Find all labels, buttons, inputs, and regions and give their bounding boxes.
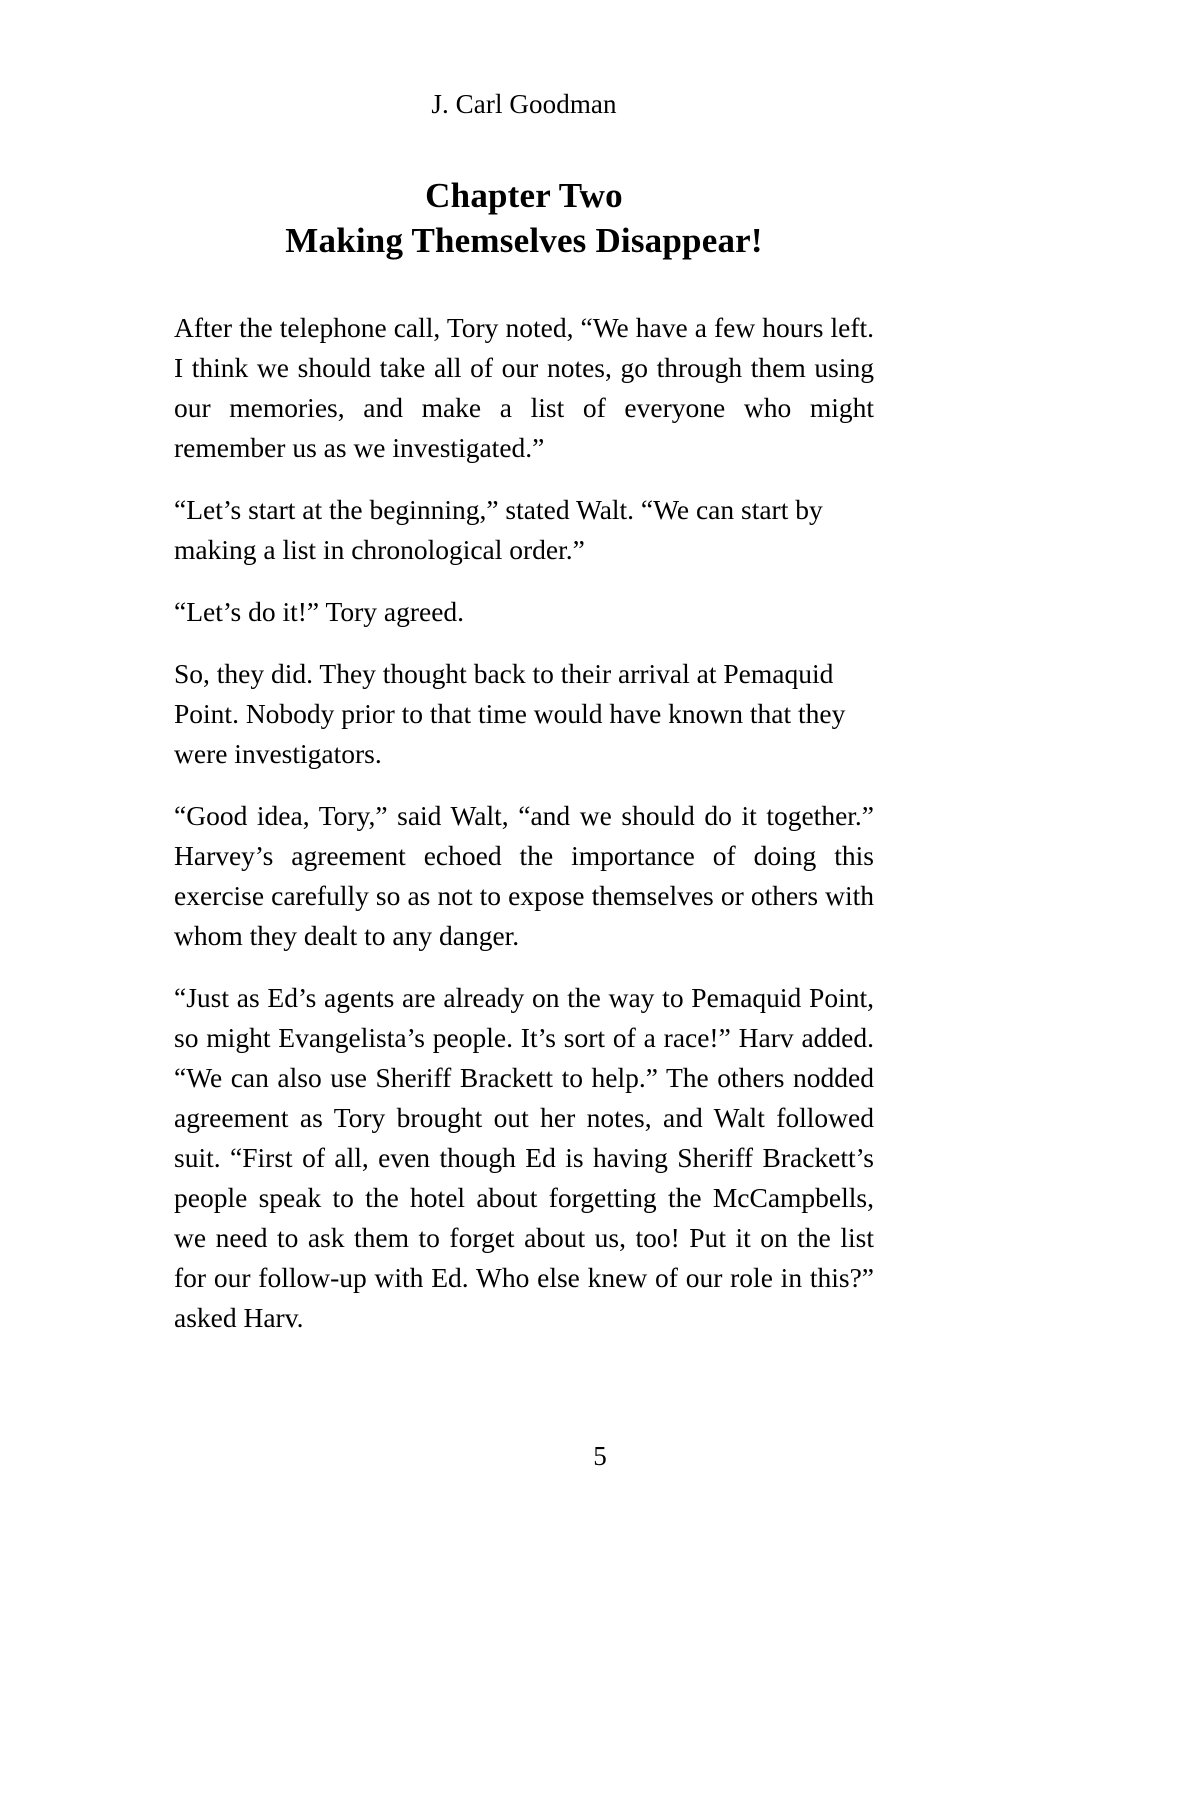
page-number: 5 bbox=[593, 1441, 607, 1471]
body-text bbox=[174, 308, 874, 1338]
paragraph: “Let’s do it!” Tory agreed. bbox=[174, 595, 465, 627]
running-header-author: J. Carl Goodman bbox=[431, 89, 617, 119]
chapter-title-line-1: Chapter Two bbox=[425, 176, 623, 216]
paragraph: After the telephone call, Tory noted, “We have a few hours left. I think we should take all of our notes, go through them using our memories, and make a list of everyone who might remember us as we investigated.” bbox=[174, 311, 874, 463]
chapter-title bbox=[174, 174, 874, 264]
paragraph: “Good idea, Tory,” said Walt, “and we should do it together.” Harvey’s agreement echoed the importance of doing this exercise carefully so as not to expose themselves or others with whom they dealt to any danger. bbox=[174, 799, 874, 951]
paragraph: “Let’s start at the beginning,” stated Walt. “We can start by making a list in chronological order.” bbox=[174, 493, 823, 565]
paragraph: “Just as Ed’s agents are already on the way to Pemaquid Point, so might Evangelista’s people. It’s sort of a race!” Harv added. “We can also use Sheriff Brackett to help.” The others nodded agreement as Tory brought out her notes, and Walt followed suit. “First of all, even though Ed is having Sheriff Brackett’s people speak to the hotel about forgetting the McCampbells, we need to ask them to forget about us, too! Put it on the list for our follow-up with Ed. Who else knew of our role in this?” asked Harv. bbox=[174, 981, 874, 1333]
paragraph: So, they did. They thought back to their arrival at Pemaquid Point. Nobody prior to that time would have known that they were investigators. bbox=[174, 657, 846, 769]
chapter-title-line-2: Making Themselves Disappear! bbox=[285, 221, 763, 261]
page-content bbox=[174, 0, 874, 1338]
